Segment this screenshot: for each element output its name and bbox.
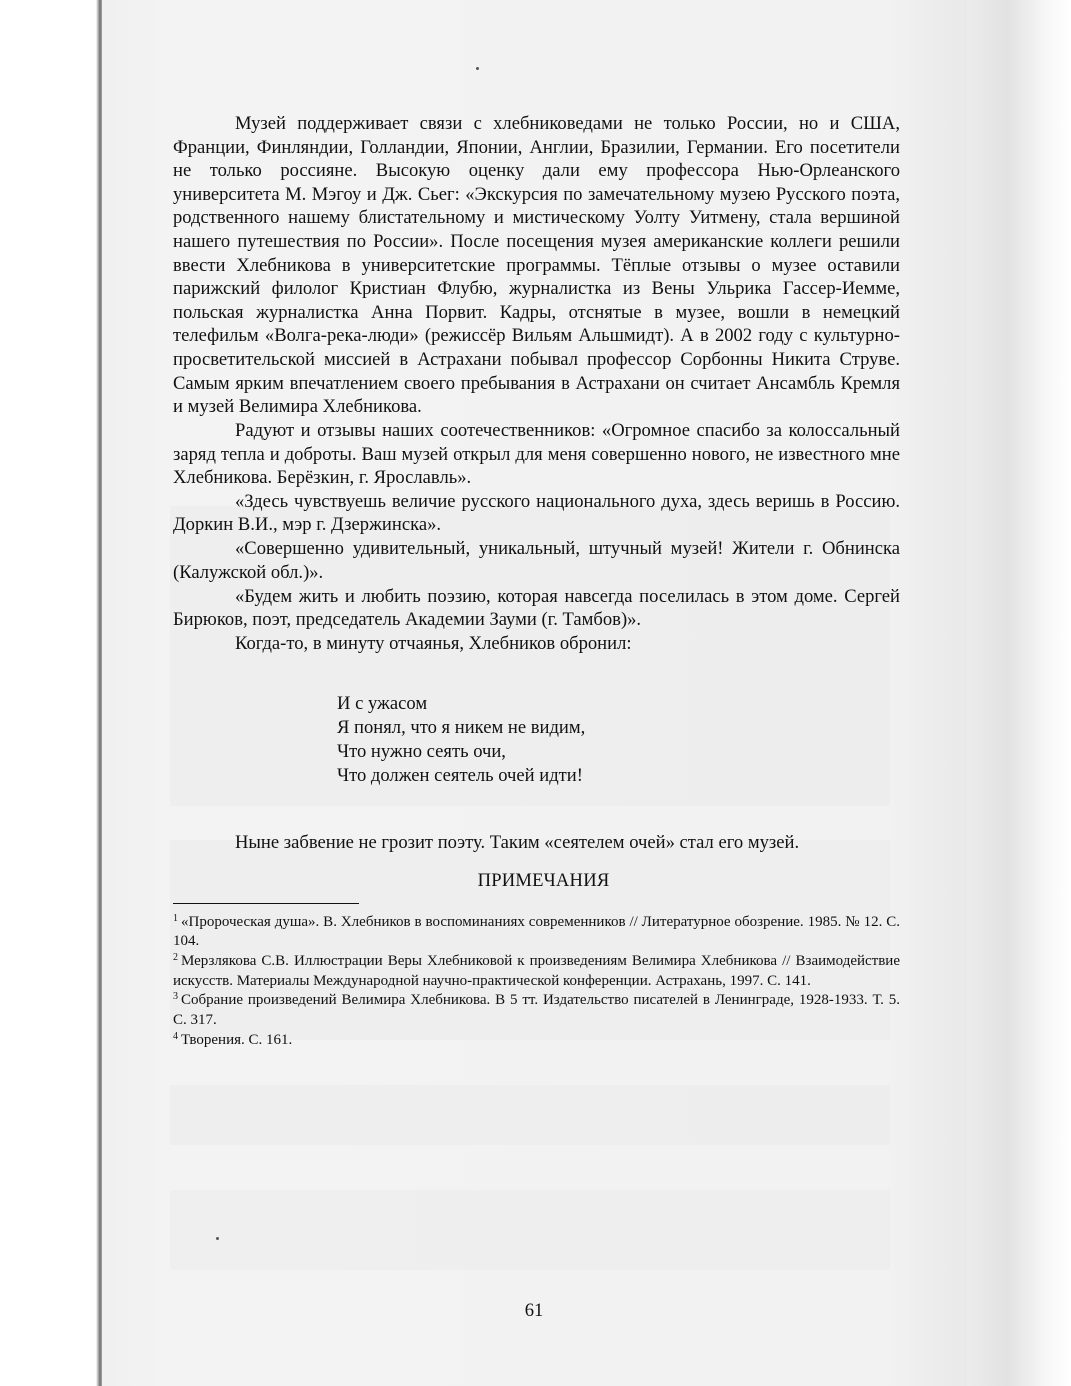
- footnote: [173, 1031, 900, 1051]
- paragraph: «Будем жить и любить поэзию, которая навсегда поселилась в этом доме. Сергей Бирюков, поэт, председатель Академии Зауми (г. Тамбов)».: [173, 585, 900, 631]
- verse-line: И с ужасом: [337, 692, 428, 714]
- footnote-number: 2: [173, 952, 178, 963]
- closing-paragraph: Ныне забвение не грозит поэту. Таким «сеятелем очей» стал его музей.: [235, 832, 800, 854]
- paragraph: Когда-то, в минуту отчаянья, Хлебников обронил:: [235, 633, 632, 654]
- paragraph: «Совершенно удивительный, уникальный, штучный музей! Жители г. Обнинска (Калужской обл.)».: [173, 538, 900, 583]
- footnote-text: Мерзлякова С.В. Иллюстрации Веры Хлебниковой к произведениям Велимира Хлебникова // Взаимодействие искусств. Материалы Международной научно-практической конференции. Астрахань, 1997. С. 141.: [173, 953, 900, 989]
- show-through-block: [170, 1085, 890, 1145]
- footnote: [173, 952, 900, 991]
- footnote-text: «Пророческая душа». В. Хлебников в воспоминаниях современников // Литературное обозрение. 1985. № 12. С. 104.: [173, 913, 900, 950]
- scan-right-border: [967, 0, 1071, 1386]
- paragraph: Радуют и отзывы наших соотечественников: «Огромное спасибо за колоссальный заряд тепла и доброты. Ваш музей открыл для меня совершенно нового, не известного мне Хлебникова. Берёзкин, г. Ярославль».: [173, 419, 900, 489]
- footnote: [173, 991, 900, 1030]
- scan-speck: [216, 1237, 219, 1240]
- footnote-number: 3: [173, 991, 178, 1003]
- poem-quote: [337, 692, 900, 789]
- notes-heading: ПРИМЕЧАНИЯ: [477, 870, 610, 891]
- scan-left-border: [0, 0, 102, 1386]
- scan-speck: [476, 67, 479, 70]
- footnotes: [173, 913, 900, 1051]
- verse-line: Что должен сеятель очей идти!: [337, 765, 583, 787]
- footnote-number: 4: [173, 1030, 178, 1042]
- page-body: [173, 112, 900, 1051]
- paragraph: «Здесь чувствуешь величие русского национального духа, здесь веришь в Россию. Доркин В.И., мэр г. Дзержинска».: [173, 490, 900, 536]
- page-number: 61: [524, 1300, 544, 1321]
- show-through-block: [170, 1190, 890, 1270]
- verse-line: Я понял, что я никем не видим,: [337, 716, 586, 738]
- footnote-text: Творения. С. 161.: [181, 1031, 293, 1048]
- verse-line: Что нужно сеять очи,: [337, 741, 506, 762]
- footnote: [173, 913, 900, 952]
- footnote-number: 1: [173, 912, 178, 924]
- footnote-text: Собрание произведений Велимира Хлебникова. В 5 тт. Издательство писателей в Ленинграде, 1928-1933. Т. 5. С. 317.: [173, 992, 900, 1029]
- footnote-separator: [173, 903, 359, 904]
- paragraph: Музей поддерживает связи с хлебниковедами не только России, но и США, Франции, Финляндии, Голландии, Японии, Англии, Бразилии, Германии. Его посетители не только россияне. Высокую оценку дали ему профессора Нью-Орлеанского университета М. Мэгоу и Дж. Сьег: «Экскурсия по замечательному музею Русского поэта, родственного нашему блистательному и мистическому Уолту Уитмену, стала вершиной нашего путешествия по России». После посещения музея американские коллеги решили ввести Хлебникова в университетские программы. Тёплые отзывы о музее оставили парижский филолог Кристиан Флубю, журналистка из Вены Ульрика Гассер-Иемме, польская журналистка Анна Порвит. Кадры, отснятые в музее, вошли в немецкий телефильм «Волга-река-люди» (режиссёр Вильям Альшмидт). А в 2002 году с культурно-просветительской миссией в Астрахани побывал профессор Сорбонны Никита Струве. Самым ярким впечатлением своего пребывания в Астрахани он считает Ансамбль Кремля и музей Велимира Хлебникова.: [173, 113, 900, 418]
